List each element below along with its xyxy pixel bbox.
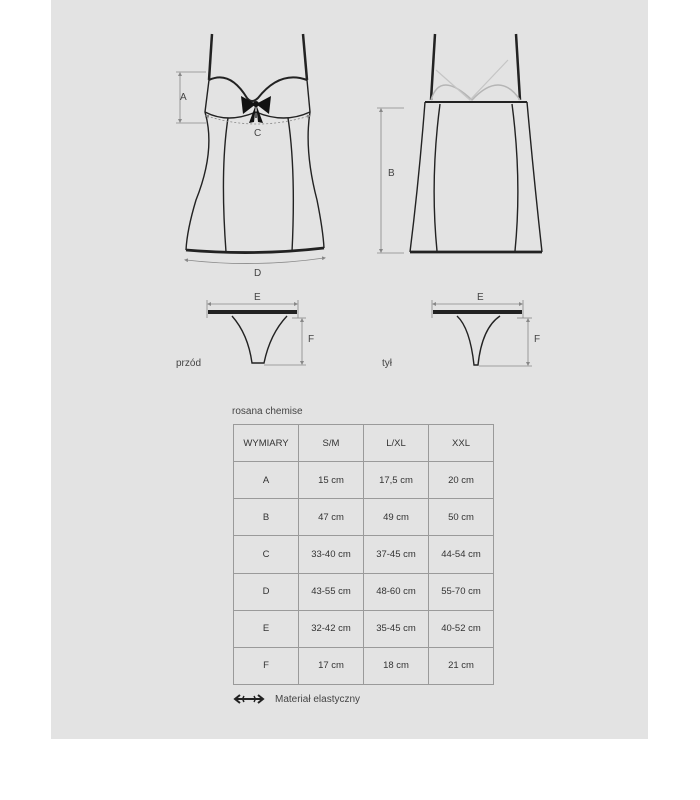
table-cell: A bbox=[234, 462, 299, 499]
table-cell: 32-42 cm bbox=[299, 610, 364, 647]
table-cell: C bbox=[234, 536, 299, 573]
table-cell: 50 cm bbox=[429, 499, 494, 536]
label-front: przód bbox=[176, 358, 202, 369]
table-cell: 47 cm bbox=[299, 499, 364, 536]
table-row bbox=[234, 462, 494, 499]
table-cell: 17 cm bbox=[299, 647, 364, 684]
table-cell: 33-40 cm bbox=[299, 536, 364, 573]
table-cell: 37-45 cm bbox=[364, 536, 429, 573]
table-cell: 18 cm bbox=[364, 647, 429, 684]
back-thong bbox=[433, 312, 522, 365]
legend-text: Materiał elastyczny bbox=[275, 693, 361, 705]
product-caption: rosana chemise bbox=[232, 406, 303, 417]
label-f-back: F bbox=[534, 334, 541, 345]
table-row bbox=[234, 647, 494, 684]
table-row bbox=[234, 573, 494, 610]
table-row bbox=[234, 499, 494, 536]
label-back: tył bbox=[382, 358, 392, 369]
table-cell: 44-54 cm bbox=[429, 536, 494, 573]
front-chemise bbox=[186, 34, 324, 253]
label-b: B bbox=[388, 168, 395, 179]
label-e-back: E bbox=[477, 292, 484, 303]
back-chemise bbox=[410, 34, 542, 252]
table-header: L/XL bbox=[364, 425, 429, 462]
table-cell: 40-52 cm bbox=[429, 610, 494, 647]
table-cell: 48-60 cm bbox=[364, 573, 429, 610]
table-cell: 49 cm bbox=[364, 499, 429, 536]
dimension-lines bbox=[176, 72, 532, 366]
table-cell: 21 cm bbox=[429, 647, 494, 684]
size-table bbox=[233, 424, 494, 685]
table-cell: 35-45 cm bbox=[364, 610, 429, 647]
label-f-front: F bbox=[308, 334, 315, 345]
table-row bbox=[234, 610, 494, 647]
table-cell: 17,5 cm bbox=[364, 462, 429, 499]
table-cell: B bbox=[234, 499, 299, 536]
front-thong bbox=[208, 312, 297, 363]
table-cell: 20 cm bbox=[429, 462, 494, 499]
table-cell: 55-70 cm bbox=[429, 573, 494, 610]
table-header: XXL bbox=[429, 425, 494, 462]
label-c: C bbox=[254, 128, 262, 139]
table-cell: 15 cm bbox=[299, 462, 364, 499]
table-cell: D bbox=[234, 573, 299, 610]
table-cell: 43-55 cm bbox=[299, 573, 364, 610]
table-header: S/M bbox=[299, 425, 364, 462]
table-header-row bbox=[234, 425, 494, 462]
table-cell: F bbox=[234, 647, 299, 684]
label-e-front: E bbox=[254, 292, 261, 303]
label-d: D bbox=[254, 268, 262, 279]
label-a: A bbox=[180, 92, 187, 103]
legend bbox=[233, 692, 360, 706]
table-cell: E bbox=[234, 610, 299, 647]
double-arrow-icon bbox=[233, 693, 265, 705]
table-header: WYMIARY bbox=[234, 425, 299, 462]
table-row bbox=[234, 536, 494, 573]
